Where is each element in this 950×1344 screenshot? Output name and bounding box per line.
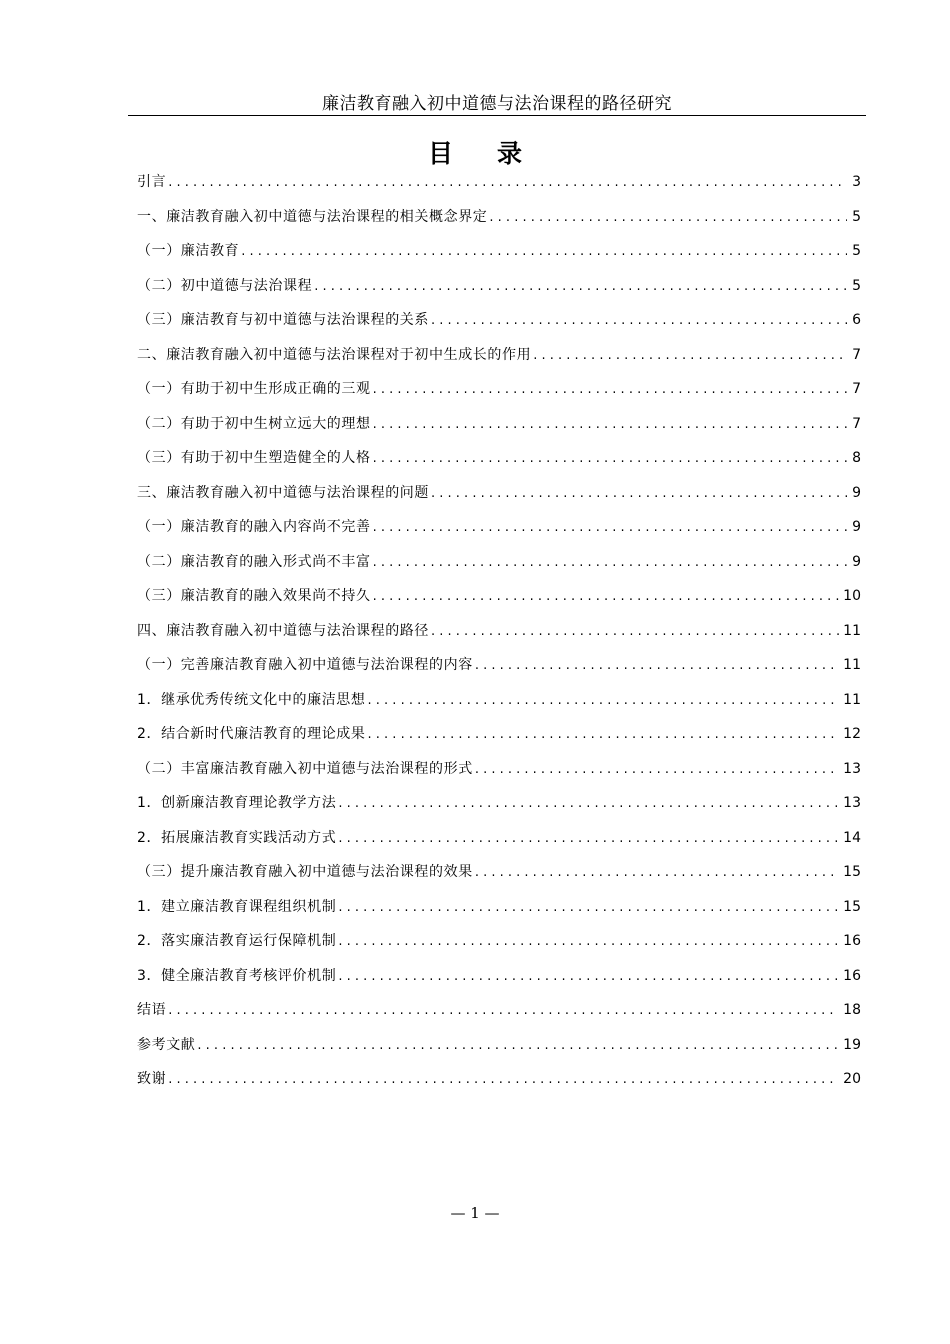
toc-entry-label: （二）廉洁教育的融入形式尚不丰富 (137, 553, 371, 570)
toc-entry-page: 9 (852, 519, 861, 535)
toc-entry-label: （三）廉洁教育与初中道德与法治课程的关系 (137, 312, 429, 328)
toc-entry[interactable] (137, 998, 861, 1033)
toc-entry[interactable] (137, 964, 861, 999)
toc-entry[interactable] (137, 170, 861, 205)
toc-entry[interactable] (137, 205, 861, 240)
dot-leader (338, 896, 839, 920)
dot-leader (338, 965, 839, 989)
toc-entry[interactable] (137, 446, 861, 481)
toc-entry-page: 7 (852, 381, 861, 397)
dot-leader (373, 585, 840, 609)
toc-entry-page: 5 (852, 208, 861, 225)
toc-entry-label: （三）廉洁教育的融入效果尚不持久 (137, 588, 371, 604)
toc-entry[interactable] (137, 412, 861, 447)
toc-entry[interactable] (137, 377, 861, 412)
toc-entry-page: 16 (843, 933, 861, 949)
toc-entry-page: 13 (843, 795, 861, 811)
dot-leader (338, 827, 839, 851)
dot-leader (489, 206, 847, 230)
toc-entry-page: 16 (843, 967, 861, 984)
toc-entry-label: 结语 (137, 1002, 167, 1018)
toc-entry-label: 1．建立廉洁教育课程组织机制 (137, 898, 337, 915)
toc-entry-label: （三）有助于初中生塑造健全的人格 (137, 450, 371, 466)
dot-leader (373, 413, 847, 437)
toc-entry-label: 2．结合新时代廉洁教育的理论成果 (137, 726, 366, 742)
toc-entry-page: 15 (843, 864, 861, 880)
dot-leader (241, 240, 847, 264)
dot-leader (338, 792, 839, 816)
toc-entry-label: （一）有助于初中生形成正确的三观 (137, 381, 371, 397)
toc-title-part1: 目 (427, 139, 453, 168)
dot-leader (373, 551, 847, 575)
toc-entry-label: 3．健全廉洁教育考核评价机制 (137, 967, 337, 984)
dot-leader (373, 378, 847, 402)
toc-entry[interactable] (137, 895, 861, 930)
toc-entry-label: 致谢 (137, 1071, 167, 1087)
toc-entry-label: （一）廉洁教育的融入内容尚不完善 (137, 519, 371, 535)
dot-leader (475, 861, 839, 885)
toc-entry-label: （二）丰富廉洁教育融入初中道德与法治课程的形式 (137, 760, 473, 777)
toc-entry-page: 12 (843, 726, 861, 742)
toc-entry-label: （二）有助于初中生树立远大的理想 (137, 415, 371, 432)
toc-entry-page: 15 (843, 898, 861, 915)
toc-entry[interactable] (137, 1067, 861, 1102)
toc-entry-label: 二、廉洁教育融入初中道德与法治课程对于初中生成长的作用 (137, 346, 532, 363)
toc-entry-label: 四、廉洁教育融入初中道德与法治课程的路径 (137, 622, 429, 639)
toc-entry[interactable] (137, 550, 861, 585)
toc-entry-page: 9 (852, 553, 861, 570)
dot-leader (168, 1068, 839, 1092)
toc-entry-page: 13 (843, 760, 861, 777)
toc-title (0, 138, 950, 170)
toc-entry-label: 一、廉洁教育融入初中道德与法治课程的相关概念界定 (137, 208, 488, 225)
toc-entry[interactable] (137, 584, 861, 619)
dot-leader (338, 930, 839, 954)
toc-entry[interactable] (137, 791, 861, 826)
dot-leader (197, 1034, 839, 1058)
toc-entry-page: 11 (843, 622, 861, 639)
toc-entry[interactable] (137, 929, 861, 964)
toc-entry-label: 1．创新廉洁教育理论教学方法 (137, 795, 337, 811)
toc-entry-page: 5 (852, 277, 861, 294)
toc-entry-page: 19 (843, 1036, 861, 1053)
toc-entry-page: 3 (852, 174, 861, 190)
toc-entry[interactable] (137, 653, 861, 688)
toc-entry[interactable] (137, 722, 861, 757)
dot-leader (373, 516, 847, 540)
toc-entry-page: 8 (852, 450, 861, 466)
dot-leader (431, 309, 847, 333)
running-header: 廉洁教育融入初中道德与法治课程的路径研究 (322, 94, 672, 114)
toc-entry-page: 10 (843, 588, 861, 604)
toc-entry[interactable] (137, 308, 861, 343)
toc-entry[interactable] (137, 239, 861, 274)
dot-leader (368, 723, 840, 747)
toc-entry-label: 2．落实廉洁教育运行保障机制 (137, 933, 337, 949)
toc-entry[interactable] (137, 757, 861, 792)
dot-leader (533, 344, 847, 368)
toc-entry-label: （一）廉洁教育 (137, 243, 240, 259)
toc-entry-label: 1．继承优秀传统文化中的廉洁思想 (137, 691, 366, 708)
toc-entry[interactable] (137, 1033, 861, 1068)
dot-leader (314, 275, 847, 299)
header-rule (128, 115, 866, 116)
toc-entry-page: 11 (843, 691, 861, 708)
toc-entry-page: 11 (843, 657, 861, 673)
toc-entry[interactable] (137, 688, 861, 723)
toc-entry[interactable] (137, 481, 861, 516)
toc-entry-label: 三、廉洁教育融入初中道德与法治课程的问题 (137, 484, 429, 501)
toc-entry-label: 2．拓展廉洁教育实践活动方式 (137, 829, 337, 846)
toc-entry[interactable] (137, 343, 861, 378)
toc-entry-page: 7 (852, 415, 861, 432)
dot-leader (168, 171, 847, 195)
toc-entry[interactable] (137, 274, 861, 309)
toc-entry[interactable] (137, 619, 861, 654)
toc-entry-page: 18 (843, 1002, 861, 1018)
toc-entry[interactable] (137, 515, 861, 550)
toc-entry-label: （二）初中道德与法治课程 (137, 277, 313, 294)
toc-entry-page: 14 (843, 829, 861, 846)
toc-entry-label: （一）完善廉洁教育融入初中道德与法治课程的内容 (137, 657, 473, 673)
page-number: — 1 — (450, 1204, 500, 1222)
toc-entry-page: 20 (843, 1071, 861, 1087)
dot-leader (475, 758, 839, 782)
toc-entry[interactable] (137, 826, 861, 861)
toc-entry-label: 参考文献 (137, 1036, 196, 1053)
toc-entry-page: 6 (852, 312, 861, 328)
dot-leader (373, 447, 847, 471)
dot-leader (475, 654, 839, 678)
dot-leader (168, 999, 839, 1023)
dot-leader (431, 482, 847, 506)
toc-list (137, 170, 861, 1102)
toc-entry-page: 7 (852, 346, 861, 363)
toc-title-part2: 录 (497, 139, 523, 168)
dot-leader (431, 620, 839, 644)
toc-entry[interactable] (137, 860, 861, 895)
toc-entry-page: 5 (852, 243, 861, 259)
dot-leader (368, 689, 840, 713)
toc-entry-page: 9 (852, 484, 861, 501)
toc-entry-label: （三）提升廉洁教育融入初中道德与法治课程的效果 (137, 864, 473, 880)
toc-entry-label: 引言 (137, 174, 167, 190)
